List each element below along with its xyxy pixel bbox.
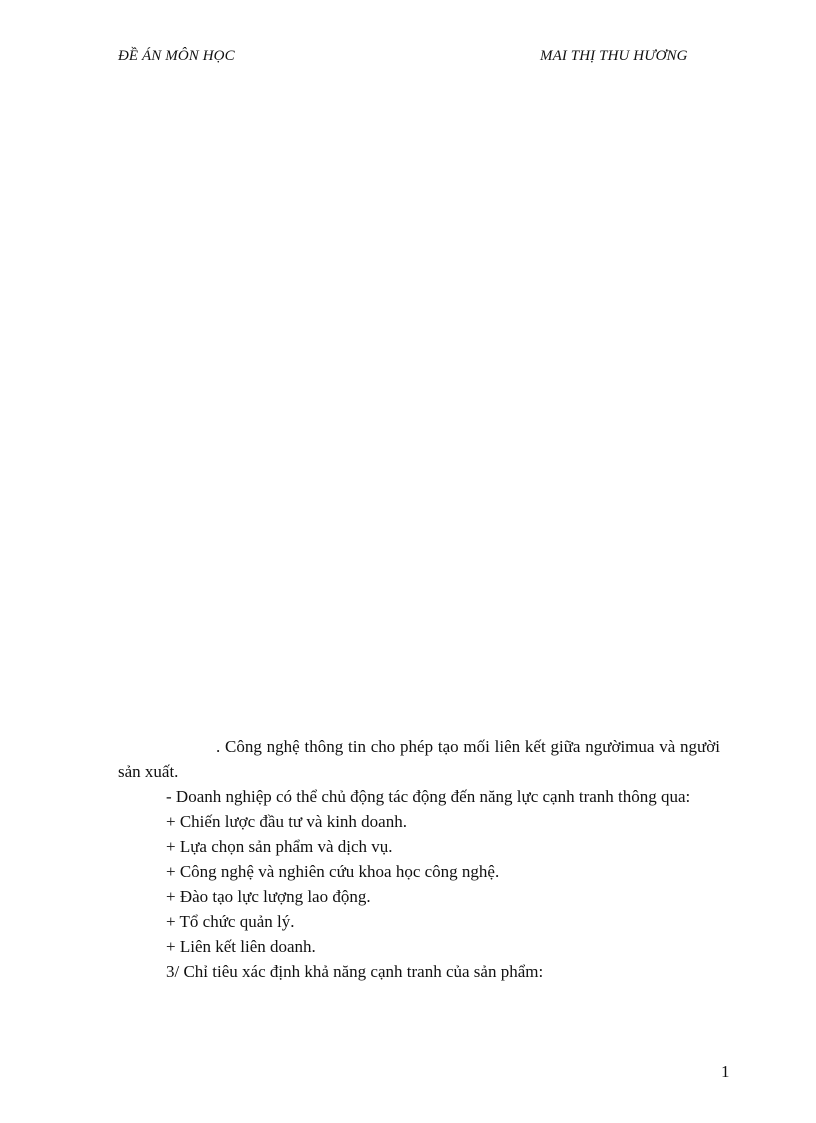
document-body	[118, 734, 720, 984]
page-number: 1	[721, 1062, 730, 1081]
bullet-item: + Lựa chọn sản phẩm và dịch vụ.	[166, 837, 393, 856]
bullet-item: + Đào tạo lực lượng lao động.	[166, 887, 371, 906]
bullet-item: + Tổ chức quản lý.	[166, 912, 295, 931]
bullet-item: + Chiến lược đầu tư và kinh doanh.	[166, 812, 407, 831]
section-heading: 3/ Chỉ tiêu xác định khả năng cạnh tranh của sản phẩm:	[166, 962, 544, 981]
header-document-title: ĐỀ ÁN MÔN HỌC	[118, 48, 235, 64]
paragraph-enterprise-competitiveness: - Doanh nghiệp có thể chủ động tác động đến năng lực cạnh tranh thông qua:	[166, 787, 691, 806]
bullet-item: + Liên kết liên doanh.	[166, 937, 316, 956]
header-author-name: MAI THỊ THU HƯƠNG	[540, 48, 688, 64]
paragraph-information-technology: . Công nghệ thông tin cho phép tạo mối liên kết giữa ngườimua và người sản xuất.	[118, 737, 720, 781]
bullet-item: + Công nghệ và nghiên cứu khoa học công nghệ.	[166, 862, 500, 881]
